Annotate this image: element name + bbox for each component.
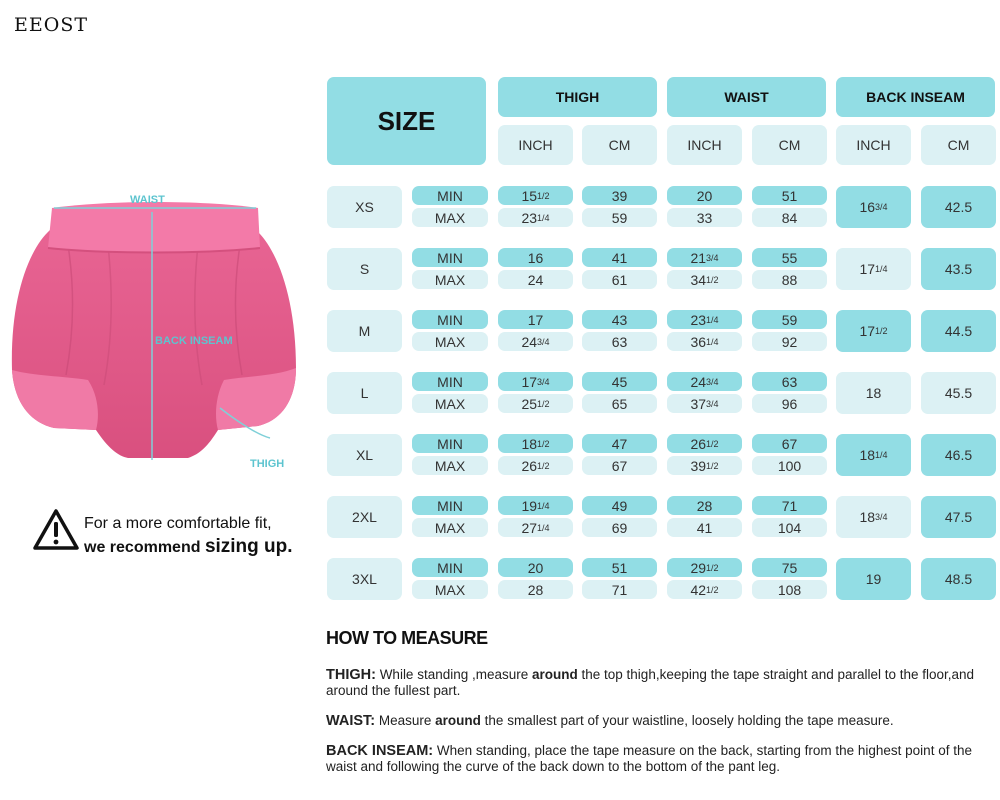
waist-inch-min <box>667 558 742 577</box>
waist-inch-min <box>667 186 742 205</box>
value-whole: 24 <box>527 271 544 288</box>
waist-cm-max: 104 <box>752 518 827 537</box>
unit-header-2-0: INCH <box>836 125 911 165</box>
howto-thigh-key: THIGH: <box>326 667 376 683</box>
brand-logo: EEOST <box>14 14 89 36</box>
value-fraction: 1/2 <box>537 460 550 471</box>
waist-inch-min <box>667 372 742 391</box>
fit-note-line2 <box>84 535 293 559</box>
howto-waist-emph: around <box>435 713 481 728</box>
value-whole: 25 <box>521 395 538 412</box>
howto-waist <box>326 713 976 729</box>
thigh-inch-min <box>498 558 573 577</box>
value-fraction: 1/2 <box>537 398 550 409</box>
value-whole: 28 <box>527 581 544 598</box>
value-whole: 17 <box>859 261 876 277</box>
value-whole: 18 <box>859 447 876 463</box>
value-whole: 17 <box>521 373 538 390</box>
inseam-inch <box>836 558 911 600</box>
thigh-inch-max <box>498 456 573 475</box>
value-whole: 36 <box>690 333 707 350</box>
thigh-inch-max <box>498 332 573 351</box>
thigh-inch-max <box>498 518 573 537</box>
value-whole: 19 <box>865 571 882 587</box>
size-cell: XL <box>327 434 402 476</box>
value-whole: 17 <box>527 311 544 328</box>
value-fraction: 1/4 <box>706 336 719 347</box>
value-fraction: 1/2 <box>706 562 719 573</box>
size-header: SIZE <box>327 77 486 165</box>
value-fraction: 1/4 <box>537 212 550 223</box>
unit-header-0-0: INCH <box>498 125 573 165</box>
min-label: MIN <box>412 434 488 453</box>
thigh-inch-max <box>498 394 573 413</box>
waist-cm-min: 75 <box>752 558 827 577</box>
thigh-label: THIGH <box>250 458 285 470</box>
min-label: MIN <box>412 372 488 391</box>
value-fraction: 1/4 <box>875 450 888 460</box>
thigh-cm-max: 67 <box>582 456 657 475</box>
fit-note <box>84 512 293 559</box>
value-whole: 24 <box>521 333 538 350</box>
value-whole: 24 <box>690 373 707 390</box>
waist-inch-max <box>667 332 742 351</box>
value-whole: 34 <box>690 271 707 288</box>
max-label: MAX <box>412 270 488 289</box>
thigh-inch-min <box>498 248 573 267</box>
value-whole: 33 <box>696 209 713 226</box>
value-fraction: 3/4 <box>537 336 550 347</box>
value-fraction: 1/4 <box>875 264 888 274</box>
max-label: MAX <box>412 518 488 537</box>
size-cell: L <box>327 372 402 414</box>
thigh-cm-max: 65 <box>582 394 657 413</box>
value-fraction: 1/2 <box>706 584 719 595</box>
group-header-2: BACK INSEAM <box>836 77 995 117</box>
value-fraction: 1/2 <box>537 438 550 449</box>
value-whole: 16 <box>859 199 876 215</box>
waist-cm-max: 92 <box>752 332 827 351</box>
thigh-inch-min <box>498 434 573 453</box>
max-label: MAX <box>412 332 488 351</box>
value-fraction: 3/4 <box>875 202 888 212</box>
inseam-cm: 48.5 <box>921 558 996 600</box>
value-fraction: 1/4 <box>706 314 719 325</box>
howto-inseam <box>326 743 976 775</box>
value-whole: 27 <box>521 519 538 536</box>
fit-note-emphasis: sizing up. <box>204 536 293 557</box>
value-fraction: 3/4 <box>706 398 719 409</box>
value-whole: 23 <box>690 311 707 328</box>
min-label: MIN <box>412 186 488 205</box>
waist-cm-min: 51 <box>752 186 827 205</box>
value-whole: 20 <box>527 559 544 576</box>
min-label: MIN <box>412 558 488 577</box>
thigh-inch-min <box>498 186 573 205</box>
value-whole: 18 <box>865 385 882 401</box>
value-fraction: 1/4 <box>537 522 550 533</box>
waist-label: WAIST <box>130 194 165 206</box>
value-whole: 41 <box>696 519 713 536</box>
size-cell: M <box>327 310 402 352</box>
value-whole: 21 <box>690 249 707 266</box>
howto-waist-text2: the smallest part of your waistline, loosely holding the tape measure. <box>480 713 894 728</box>
unit-header-1-0: INCH <box>667 125 742 165</box>
thigh-inch-max <box>498 580 573 599</box>
how-to-measure <box>326 628 976 789</box>
inseam-inch <box>836 186 911 228</box>
inseam-inch <box>836 248 911 290</box>
howto-waist-key: WAIST: <box>326 713 376 729</box>
waist-cm-min: 71 <box>752 496 827 515</box>
value-fraction: 3/4 <box>706 376 719 387</box>
waist-inch-max <box>667 580 742 599</box>
inseam-cm: 46.5 <box>921 434 996 476</box>
unit-header-0-1: CM <box>582 125 657 165</box>
size-cell: S <box>327 248 402 290</box>
shorts-illustration <box>8 190 300 480</box>
size-cell: 2XL <box>327 496 402 538</box>
value-fraction: 1/2 <box>706 274 719 285</box>
value-whole: 20 <box>696 187 713 204</box>
value-fraction: 1/4 <box>537 500 550 511</box>
thigh-cm-min: 47 <box>582 434 657 453</box>
inseam-inch <box>836 434 911 476</box>
size-cell: XS <box>327 186 402 228</box>
group-header-0: THIGH <box>498 77 657 117</box>
waist-inch-max <box>667 518 742 537</box>
fit-note-line1: For a more comfortable fit, <box>84 515 272 532</box>
waist-cm-max: 96 <box>752 394 827 413</box>
value-whole: 23 <box>521 209 538 226</box>
thigh-inch-min <box>498 496 573 515</box>
inseam-inch <box>836 310 911 352</box>
howto-thigh-text: While standing ,measure <box>375 667 533 682</box>
waist-cm-max: 108 <box>752 580 827 599</box>
inseam-inch <box>836 372 911 414</box>
howto-inseam-text: When standing, place the tape measure on the back, starting from the highest point of the waist and following the curve of the back down to the bottom of the pant leg. <box>326 743 972 774</box>
value-fraction: 1/2 <box>875 326 888 336</box>
waist-cm-min: 59 <box>752 310 827 329</box>
thigh-cm-min: 41 <box>582 248 657 267</box>
inseam-cm: 43.5 <box>921 248 996 290</box>
waist-inch-max <box>667 456 742 475</box>
value-whole: 39 <box>690 457 707 474</box>
howto-thigh <box>326 667 976 699</box>
warning-icon <box>32 508 80 552</box>
waist-inch-min <box>667 496 742 515</box>
max-label: MAX <box>412 208 488 227</box>
value-whole: 19 <box>521 497 538 514</box>
max-label: MAX <box>412 394 488 413</box>
howto-inseam-key: BACK INSEAM: <box>326 743 434 759</box>
inseam-cm: 47.5 <box>921 496 996 538</box>
howto-thigh-emph: around <box>532 667 578 682</box>
waist-cm-max: 100 <box>752 456 827 475</box>
waist-cm-min: 55 <box>752 248 827 267</box>
max-label: MAX <box>412 456 488 475</box>
thigh-cm-min: 43 <box>582 310 657 329</box>
inseam-cm: 45.5 <box>921 372 996 414</box>
min-label: MIN <box>412 248 488 267</box>
thigh-cm-max: 63 <box>582 332 657 351</box>
value-whole: 29 <box>690 559 707 576</box>
thigh-cm-min: 51 <box>582 558 657 577</box>
waist-cm-max: 88 <box>752 270 827 289</box>
value-whole: 42 <box>690 581 707 598</box>
back-inseam-label: BACK INSEAM <box>155 335 233 347</box>
min-label: MIN <box>412 310 488 329</box>
waist-inch-min <box>667 248 742 267</box>
max-label: MAX <box>412 580 488 599</box>
value-whole: 26 <box>521 457 538 474</box>
thigh-cm-max: 61 <box>582 270 657 289</box>
thigh-inch-max <box>498 208 573 227</box>
thigh-cm-max: 59 <box>582 208 657 227</box>
waist-cm-max: 84 <box>752 208 827 227</box>
value-fraction: 1/2 <box>706 438 719 449</box>
unit-header-1-1: CM <box>752 125 827 165</box>
thigh-cm-min: 49 <box>582 496 657 515</box>
unit-header-2-1: CM <box>921 125 996 165</box>
value-whole: 17 <box>859 323 876 339</box>
thigh-inch-max <box>498 270 573 289</box>
value-whole: 26 <box>690 435 707 452</box>
inseam-cm: 44.5 <box>921 310 996 352</box>
thigh-cm-max: 71 <box>582 580 657 599</box>
thigh-inch-min <box>498 310 573 329</box>
waist-inch-min <box>667 434 742 453</box>
value-fraction: 1/2 <box>537 190 550 201</box>
fit-note-prefix: we recommend <box>84 539 205 556</box>
size-cell: 3XL <box>327 558 402 600</box>
value-fraction: 1/2 <box>706 460 719 471</box>
howto-thigh-text2: the top thigh,keeping the tape straight and parallel to the floor,and around the fullest part. <box>326 667 975 698</box>
value-fraction: 3/4 <box>706 252 719 263</box>
howto-waist-text: Measure <box>375 713 436 728</box>
value-whole: 18 <box>859 509 876 525</box>
thigh-cm-max: 69 <box>582 518 657 537</box>
waist-cm-min: 67 <box>752 434 827 453</box>
value-fraction: 3/4 <box>875 512 888 522</box>
thigh-cm-min: 39 <box>582 186 657 205</box>
value-whole: 16 <box>527 249 544 266</box>
value-whole: 15 <box>521 187 538 204</box>
waist-cm-min: 63 <box>752 372 827 391</box>
waist-inch-max <box>667 270 742 289</box>
waist-inch-max <box>667 208 742 227</box>
thigh-inch-min <box>498 372 573 391</box>
value-whole: 28 <box>696 497 713 514</box>
value-whole: 18 <box>521 435 538 452</box>
inseam-cm: 42.5 <box>921 186 996 228</box>
group-header-1: WAIST <box>667 77 826 117</box>
value-fraction: 3/4 <box>537 376 550 387</box>
thigh-cm-min: 45 <box>582 372 657 391</box>
value-whole: 37 <box>690 395 707 412</box>
min-label: MIN <box>412 496 488 515</box>
waist-inch-max <box>667 394 742 413</box>
waist-inch-min <box>667 310 742 329</box>
inseam-inch <box>836 496 911 538</box>
how-to-title: HOW TO MEASURE <box>326 628 488 648</box>
